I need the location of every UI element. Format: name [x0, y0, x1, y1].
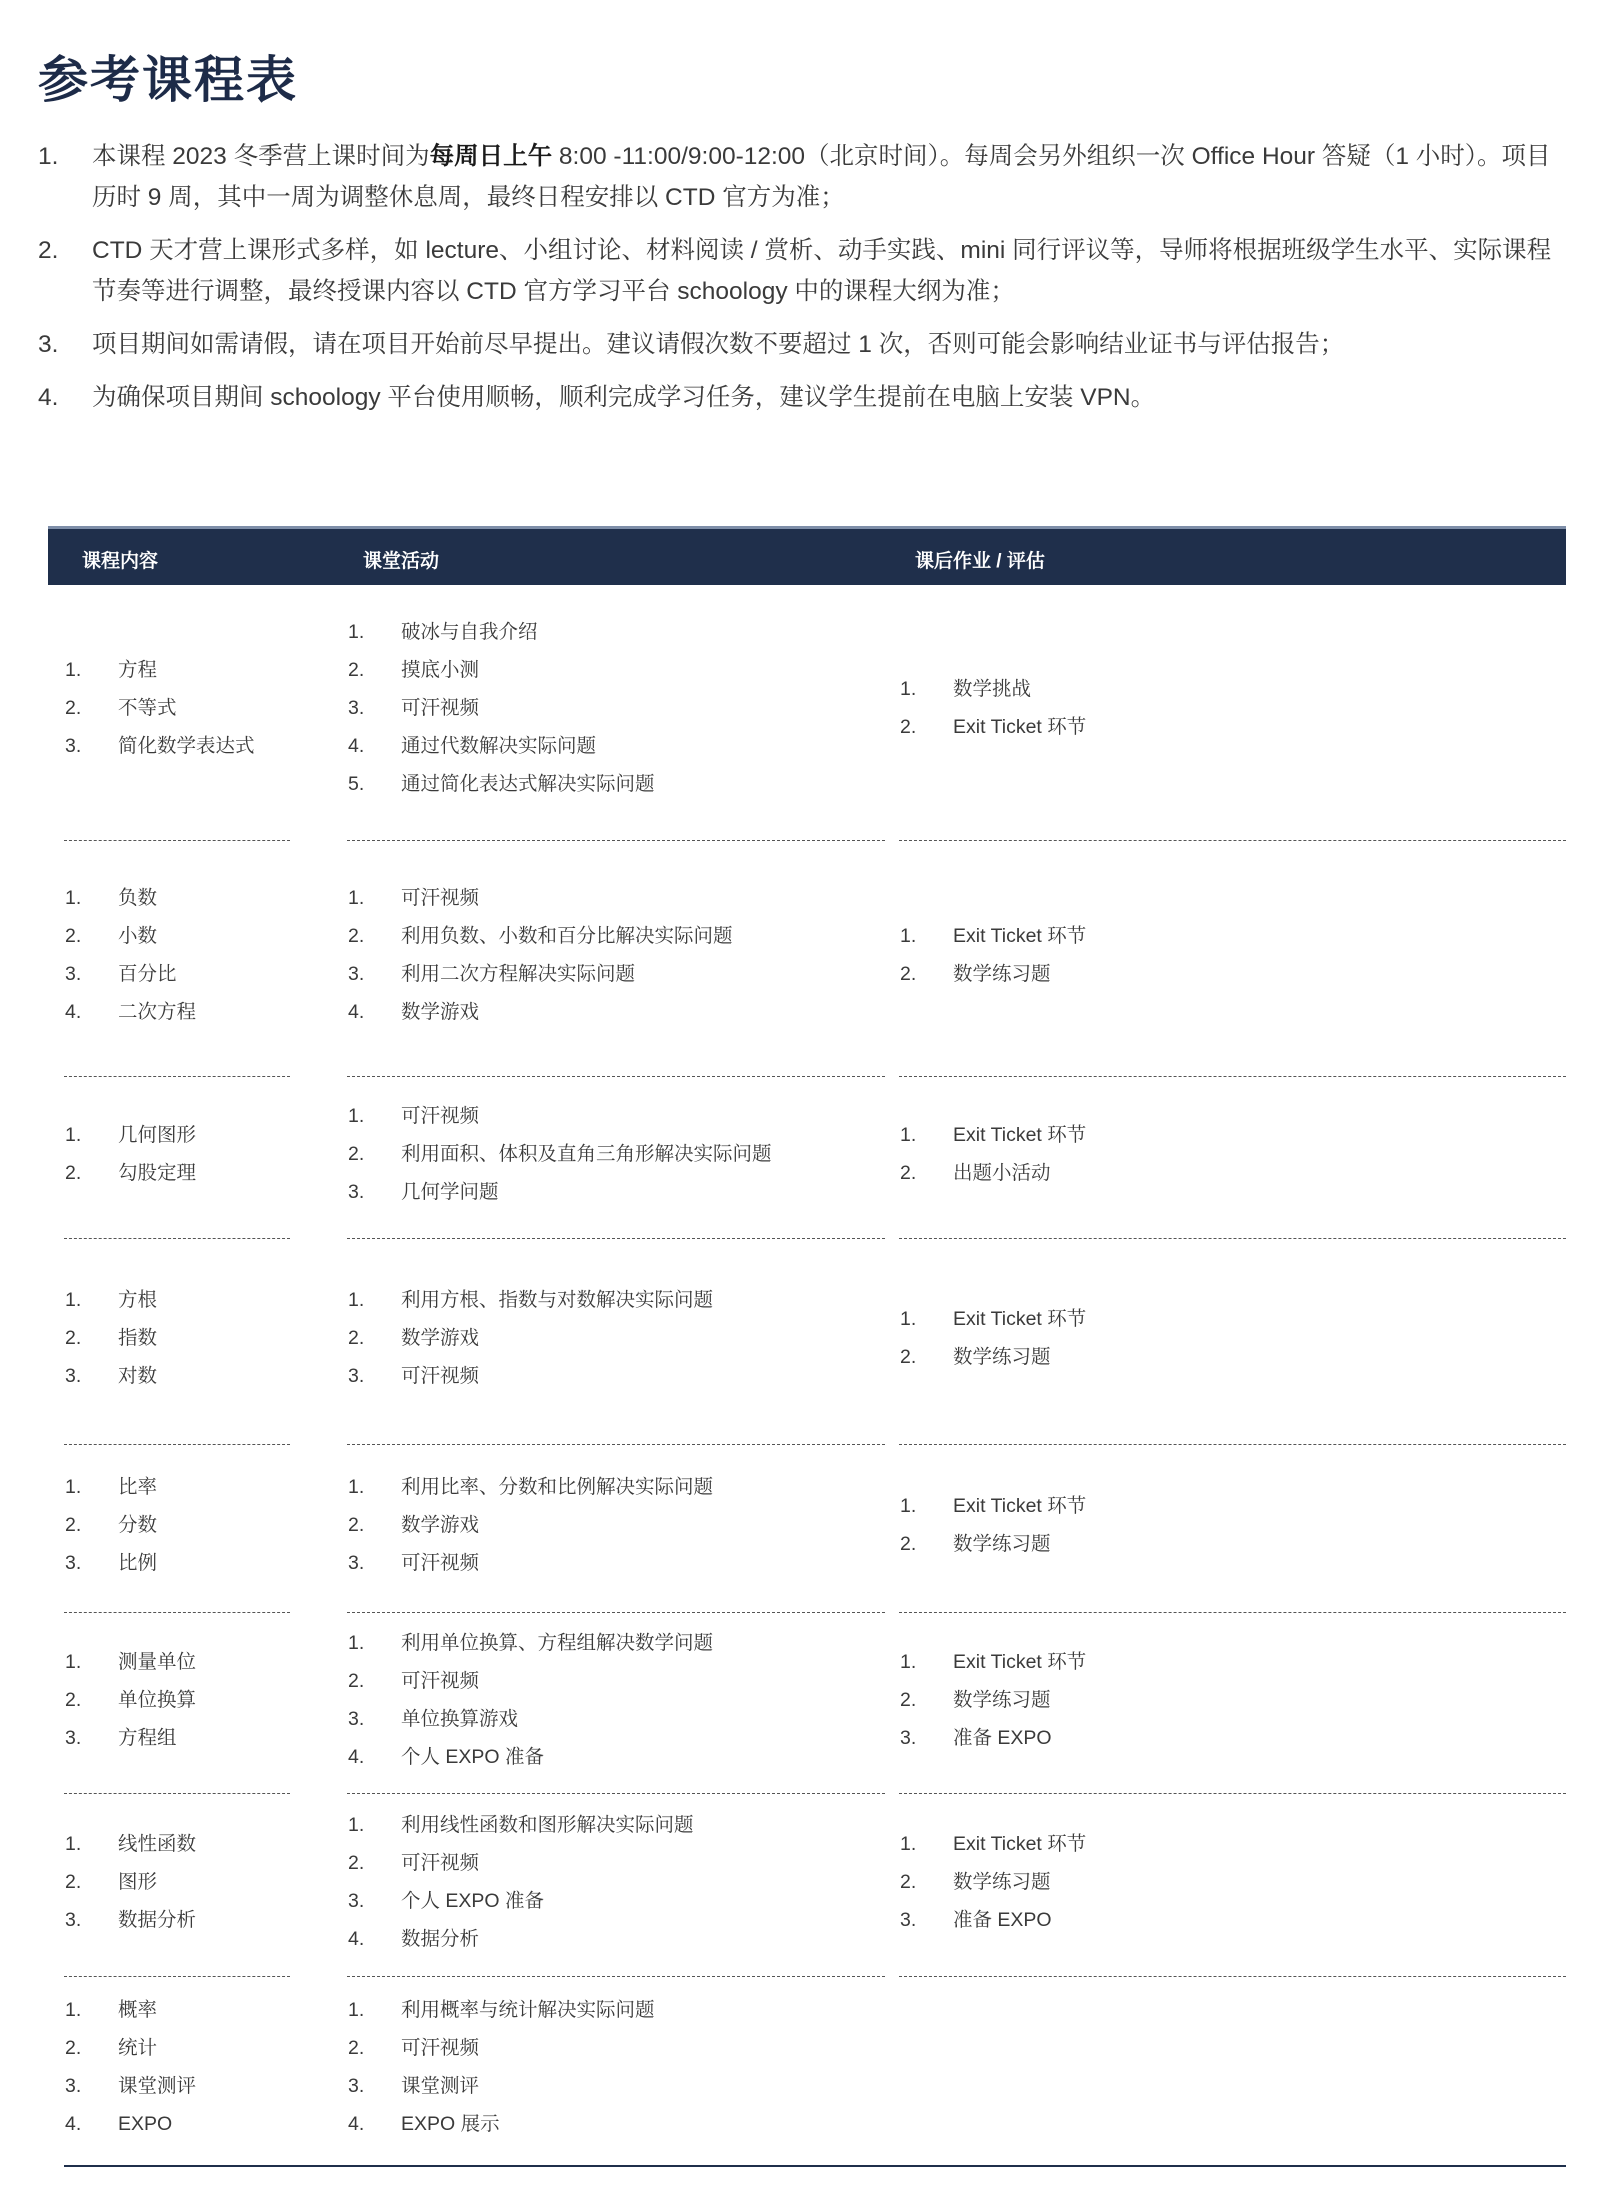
list-item-text: 准备 EXPO	[953, 1727, 1052, 1749]
list-item-text: 几何图形	[118, 1124, 197, 1146]
list-item-text: 可汗视频	[401, 1852, 480, 1874]
list-item-text: 利用线性函数和图形解决实际问题	[401, 1814, 694, 1836]
list-item-text: 数据分析	[401, 1928, 480, 1950]
list-item-text: 二次方程	[118, 1001, 197, 1023]
list-item-text: 准备 EXPO	[953, 1909, 1052, 1931]
list-item	[347, 765, 885, 803]
list-item	[347, 879, 885, 917]
cell-list	[347, 1624, 885, 1776]
list-item-number: 3.	[348, 1552, 365, 1574]
list-item-text: 个人 EXPO 准备	[401, 1746, 545, 1768]
cell-list	[899, 1487, 1566, 1563]
list-item	[64, 993, 290, 1031]
list-item-number: 2.	[348, 1852, 365, 1874]
cell-list	[347, 1097, 885, 1211]
list-item	[347, 2067, 885, 2105]
list-item	[64, 1643, 290, 1681]
list-item-text: 可汗视频	[401, 2037, 480, 2059]
list-item-number: 3.	[65, 2075, 82, 2097]
list-item	[899, 1643, 1566, 1681]
activities-cell	[347, 841, 885, 1077]
header-content: 课程内容	[82, 551, 159, 572]
list-item-number: 3.	[900, 1909, 917, 1931]
list-item-text: 可汗视频	[401, 1105, 480, 1127]
list-item-number: 1.	[900, 1308, 917, 1330]
list-item-text: 数学练习题	[953, 963, 1051, 985]
activities-cell	[347, 1239, 885, 1445]
list-item-text: 利用面积、体积及直角三角形解决实际问题	[401, 1143, 772, 1165]
list-item	[899, 708, 1566, 746]
cell-list	[899, 1825, 1566, 1939]
cell-list	[64, 1116, 290, 1192]
list-item-text: 小数	[118, 925, 158, 947]
list-item	[64, 1468, 290, 1506]
list-item	[347, 1319, 885, 1357]
list-item-number: 1.	[900, 678, 917, 700]
list-item	[347, 1920, 885, 1958]
list-item	[64, 2029, 290, 2067]
note-text-bold: 每周日上午	[429, 143, 553, 170]
list-item-number: 1.	[348, 621, 365, 643]
list-item-number: 2.	[900, 716, 917, 738]
list-item-text: Exit Ticket 环节	[953, 1833, 1087, 1855]
cell-list	[64, 1281, 290, 1395]
list-item	[347, 1991, 885, 2029]
content-cell	[64, 582, 290, 841]
homework-cell	[899, 1613, 1566, 1794]
list-item	[347, 1624, 885, 1662]
list-item-text: 方程组	[118, 1727, 177, 1749]
list-item-text: 利用概率与统计解决实际问题	[401, 1999, 655, 2021]
list-item-text: 可汗视频	[401, 887, 480, 909]
content-cell	[64, 1794, 290, 1977]
list-item-text: 破冰与自我介绍	[401, 621, 538, 643]
list-item-text: 线性函数	[118, 1833, 197, 1855]
list-item	[64, 1991, 290, 2029]
list-item-number: 2.	[348, 925, 365, 947]
cell-list	[64, 1643, 290, 1757]
list-item-text: 简化数学表达式	[118, 735, 255, 757]
list-item	[64, 1544, 290, 1582]
list-item	[347, 917, 885, 955]
list-item	[347, 1357, 885, 1395]
list-item	[64, 2105, 290, 2143]
cell-list	[899, 1116, 1566, 1192]
list-item-number: 4.	[348, 2113, 365, 2135]
list-item	[64, 1281, 290, 1319]
list-item-text: Exit Ticket 环节	[953, 716, 1087, 738]
list-item-text: 不等式	[118, 697, 177, 719]
activities-cell	[347, 1794, 885, 1977]
note-text	[92, 136, 1568, 218]
list-item-number: 5.	[348, 773, 365, 795]
homework-cell	[899, 1239, 1566, 1445]
cell-list	[899, 670, 1566, 746]
list-item-number: 2.	[65, 1514, 82, 1536]
homework-cell	[899, 1794, 1566, 1977]
activities-cell	[347, 1613, 885, 1794]
content-cell	[64, 841, 290, 1077]
list-item-number: 2.	[900, 1871, 917, 1893]
note-item	[38, 324, 1568, 365]
list-item-text: 指数	[118, 1327, 158, 1349]
list-item-number: 3.	[65, 963, 82, 985]
activities-cell	[347, 1977, 885, 2165]
list-item-text: 利用单位换算、方程组解决数学问题	[401, 1632, 714, 1654]
list-item-text: 数学游戏	[401, 1327, 480, 1349]
list-item	[899, 1825, 1566, 1863]
cell-list	[347, 879, 885, 1031]
list-item-number: 2.	[65, 1327, 82, 1349]
list-item-text: 利用方根、指数与对数解决实际问题	[401, 1289, 714, 1311]
list-item	[347, 689, 885, 727]
schedule-table	[48, 526, 1566, 2135]
list-item-text: 课堂测评	[118, 2075, 197, 2097]
list-item	[347, 613, 885, 651]
cell-list	[899, 1300, 1566, 1376]
list-item-text: 数学游戏	[401, 1514, 480, 1536]
list-item-number: 1.	[65, 1999, 82, 2021]
list-item-text: Exit Ticket 环节	[953, 1651, 1087, 1673]
list-item-text: Exit Ticket 环节	[953, 1124, 1087, 1146]
list-item-number: 1.	[65, 659, 82, 681]
list-item	[347, 1844, 885, 1882]
table-bottom-border	[64, 2165, 1566, 2167]
list-item-number: 1.	[348, 1632, 365, 1654]
list-item	[64, 1719, 290, 1757]
cell-list	[347, 1281, 885, 1395]
note-text-part: 8:00 -11:00/9:00-12:00（北京时间）。每周会另外组织一次 Office Hour 答疑（1 小时）。项目历时 9 周，其中一周为调整休息周，最终日程安排以 CTD 官方为准；	[92, 143, 1551, 211]
list-item-text: 课堂测评	[401, 2075, 480, 2097]
table-header	[48, 526, 1566, 585]
list-item	[347, 1097, 885, 1135]
list-item	[347, 1700, 885, 1738]
list-item	[64, 955, 290, 993]
list-item-number: 1.	[348, 1814, 365, 1836]
list-item-text: 对数	[118, 1365, 158, 1387]
activities-cell	[347, 582, 885, 841]
note-item	[38, 230, 1568, 312]
list-item-text: 单位换算游戏	[401, 1708, 519, 1730]
list-item-text: 通过简化表达式解决实际问题	[401, 773, 655, 795]
list-item-number: 1.	[900, 1651, 917, 1673]
list-item-number: 4.	[65, 2113, 82, 2135]
list-item-number: 3.	[900, 1727, 917, 1749]
list-item-number: 1.	[65, 1833, 82, 1855]
list-item	[347, 1468, 885, 1506]
homework-cell	[899, 1077, 1566, 1239]
cell-list	[347, 613, 885, 803]
list-item-text: EXPO 展示	[401, 2113, 500, 2135]
note-number: 3.	[38, 331, 59, 358]
note-text-part: 本课程 2023 冬季营上课时间为	[92, 143, 430, 170]
list-item-number: 3.	[348, 697, 365, 719]
list-item-text: Exit Ticket 环节	[953, 1495, 1087, 1517]
homework-cell	[899, 1977, 1566, 2165]
list-item-number: 2.	[65, 925, 82, 947]
list-item-number: 2.	[900, 963, 917, 985]
list-item	[899, 1300, 1566, 1338]
list-item	[64, 2067, 290, 2105]
note-number: 1.	[38, 143, 59, 170]
cell-list	[64, 1468, 290, 1582]
list-item	[899, 670, 1566, 708]
note-item	[38, 136, 1568, 218]
cell-list	[899, 917, 1566, 993]
list-item-text: 单位换算	[118, 1689, 197, 1711]
list-item	[347, 993, 885, 1031]
note-number: 2.	[38, 237, 59, 264]
list-item-text: 可汗视频	[401, 697, 480, 719]
list-item-number: 1.	[900, 1495, 917, 1517]
list-item-number: 3.	[65, 735, 82, 757]
list-item-text: 数据分析	[118, 1909, 197, 1931]
list-item	[347, 1882, 885, 1920]
list-item	[899, 955, 1566, 993]
list-item	[64, 1154, 290, 1192]
list-item-text: 勾股定理	[118, 1162, 197, 1184]
list-item-number: 2.	[900, 1162, 917, 1184]
list-item	[899, 1525, 1566, 1563]
list-item-number: 2.	[65, 1689, 82, 1711]
list-item-number: 3.	[348, 1890, 365, 1912]
list-item-text: 分数	[118, 1514, 158, 1536]
list-item-number: 2.	[65, 2037, 82, 2059]
list-item-number: 3.	[65, 1909, 82, 1931]
note-text: 项目期间如需请假，请在项目开始前尽早提出。建议请假次数不要超过 1 次，否则可能会影响结业证书与评估报告；	[92, 331, 1345, 358]
list-item-number: 1.	[348, 1999, 365, 2021]
list-item-number: 1.	[348, 1476, 365, 1498]
list-item	[64, 917, 290, 955]
list-item	[64, 1116, 290, 1154]
cell-list	[347, 1991, 885, 2143]
list-item	[899, 1719, 1566, 1757]
note-text: 为确保项目期间 schoology 平台使用顺畅，顺利完成学习任务，建议学生提前在电脑上安装 VPN。	[92, 384, 1156, 411]
list-item	[64, 1681, 290, 1719]
list-item-text: 数学练习题	[953, 1346, 1051, 1368]
notes-list	[38, 136, 1568, 430]
list-item	[64, 651, 290, 689]
list-item-number: 1.	[65, 1289, 82, 1311]
list-item-text: Exit Ticket 环节	[953, 925, 1087, 947]
content-cell	[64, 1445, 290, 1613]
activities-cell	[347, 1077, 885, 1239]
list-item-number: 1.	[65, 1476, 82, 1498]
list-item-text: 负数	[118, 887, 158, 909]
list-item	[64, 727, 290, 765]
list-item-number: 1.	[65, 887, 82, 909]
list-item	[347, 1806, 885, 1844]
list-item	[64, 1319, 290, 1357]
list-item-text: 百分比	[118, 963, 177, 985]
list-item-number: 1.	[65, 1124, 82, 1146]
list-item	[899, 1116, 1566, 1154]
list-item-number: 1.	[348, 1105, 365, 1127]
list-item	[899, 1681, 1566, 1719]
homework-cell	[899, 1445, 1566, 1613]
list-item	[347, 1173, 885, 1211]
list-item	[899, 1338, 1566, 1376]
list-item-number: 3.	[348, 1708, 365, 1730]
header-homework: 课后作业 / 评估	[915, 551, 1045, 572]
list-item-text: 统计	[118, 2037, 158, 2059]
list-item-number: 1.	[900, 925, 917, 947]
list-item-number: 3.	[65, 1552, 82, 1574]
list-item	[64, 1825, 290, 1863]
list-item-number: 1.	[348, 1289, 365, 1311]
list-item-number: 1.	[900, 1833, 917, 1855]
homework-cell	[899, 841, 1566, 1077]
list-item-number: 3.	[348, 2075, 365, 2097]
list-item-number: 2.	[348, 1327, 365, 1349]
list-item	[347, 2029, 885, 2067]
list-item-text: 图形	[118, 1871, 158, 1893]
list-item-text: 方程	[118, 659, 158, 681]
list-item-number: 2.	[900, 1689, 917, 1711]
list-item-text: 利用二次方程解决实际问题	[401, 963, 636, 985]
list-item-number: 1.	[65, 1651, 82, 1673]
list-item	[64, 1506, 290, 1544]
list-item-number: 4.	[348, 1746, 365, 1768]
list-item-number: 2.	[348, 1670, 365, 1692]
list-item-number: 3.	[348, 963, 365, 985]
list-item-number: 2.	[348, 1514, 365, 1536]
list-item-text: 个人 EXPO 准备	[401, 1890, 545, 1912]
list-item-text: 通过代数解决实际问题	[401, 735, 597, 757]
header-activities: 课堂活动	[363, 551, 440, 572]
content-cell	[64, 1077, 290, 1239]
list-item	[347, 1738, 885, 1776]
list-item-text: 利用比率、分数和比例解决实际问题	[401, 1476, 714, 1498]
list-item-number: 2.	[348, 1143, 365, 1165]
list-item-text: 数学练习题	[953, 1689, 1051, 1711]
list-item-text: 可汗视频	[401, 1365, 480, 1387]
list-item-number: 2.	[348, 2037, 365, 2059]
list-item	[64, 1863, 290, 1901]
list-item	[347, 2105, 885, 2143]
list-item	[899, 1901, 1566, 1939]
list-item-number: 3.	[65, 1727, 82, 1749]
cell-list	[64, 879, 290, 1031]
note-text: CTD 天才营上课形式多样，如 lecture、小组讨论、材料阅读 / 赏析、动手实践、mini 同行评议等，导师将根据班级学生水平、实际课程节奏等进行调整，最终授课内容以 CTD 官方学习平台 schoology 中的课程大纲为准；	[92, 237, 1552, 305]
list-item-text: 几何学问题	[401, 1181, 499, 1203]
list-item-text: 摸底小测	[401, 659, 480, 681]
list-item-number: 4.	[348, 1001, 365, 1023]
list-item-number: 2.	[348, 659, 365, 681]
homework-cell	[899, 582, 1566, 841]
content-cell	[64, 1613, 290, 1794]
list-item	[899, 917, 1566, 955]
list-item	[347, 1544, 885, 1582]
content-cell	[64, 1239, 290, 1445]
list-item	[347, 1135, 885, 1173]
list-item-text: 数学练习题	[953, 1871, 1051, 1893]
content-cell	[64, 1977, 290, 2165]
cell-list	[899, 1643, 1566, 1757]
list-item-number: 2.	[900, 1533, 917, 1555]
activities-cell	[347, 1445, 885, 1613]
note-item	[38, 377, 1568, 418]
list-item-number: 1.	[348, 887, 365, 909]
list-item	[64, 1357, 290, 1395]
list-item-text: 数学练习题	[953, 1533, 1051, 1555]
page-title: 参考课程表	[38, 52, 298, 108]
list-item	[347, 1662, 885, 1700]
list-item-number: 4.	[65, 1001, 82, 1023]
cell-list	[64, 1825, 290, 1939]
cell-list	[347, 1468, 885, 1582]
list-item-number: 1.	[900, 1124, 917, 1146]
list-item	[899, 1487, 1566, 1525]
list-item	[347, 955, 885, 993]
list-item-number: 2.	[65, 1162, 82, 1184]
list-item-text: 比例	[118, 1552, 158, 1574]
list-item-number: 3.	[348, 1365, 365, 1387]
list-item-number: 3.	[348, 1181, 365, 1203]
list-item	[347, 651, 885, 689]
list-item	[899, 1863, 1566, 1901]
list-item-text: 可汗视频	[401, 1670, 480, 1692]
list-item	[347, 1281, 885, 1319]
list-item-number: 2.	[65, 1871, 82, 1893]
cell-list	[64, 651, 290, 765]
list-item	[347, 1506, 885, 1544]
list-item-text: 数学游戏	[401, 1001, 480, 1023]
list-item	[64, 1901, 290, 1939]
list-item-text: 比率	[118, 1476, 158, 1498]
cell-list	[347, 1806, 885, 1958]
list-item-text: 出题小活动	[953, 1162, 1051, 1184]
list-item-number: 3.	[65, 1365, 82, 1387]
list-item-text: 可汗视频	[401, 1552, 480, 1574]
list-item-number: 4.	[348, 735, 365, 757]
list-item-text: 测量单位	[118, 1651, 197, 1673]
list-item-text: Exit Ticket 环节	[953, 1308, 1087, 1330]
list-item-number: 4.	[348, 1928, 365, 1950]
list-item-text: 利用负数、小数和百分比解决实际问题	[401, 925, 733, 947]
list-item	[347, 727, 885, 765]
list-item-text: 数学挑战	[953, 678, 1032, 700]
list-item-text: EXPO	[118, 2113, 173, 2135]
list-item	[64, 689, 290, 727]
list-item	[64, 879, 290, 917]
list-item-number: 2.	[900, 1346, 917, 1368]
note-number: 4.	[38, 384, 59, 411]
list-item-text: 方根	[118, 1289, 158, 1311]
list-item-number: 2.	[65, 697, 82, 719]
list-item	[899, 1154, 1566, 1192]
list-item-text: 概率	[118, 1999, 158, 2021]
cell-list	[64, 1991, 290, 2143]
